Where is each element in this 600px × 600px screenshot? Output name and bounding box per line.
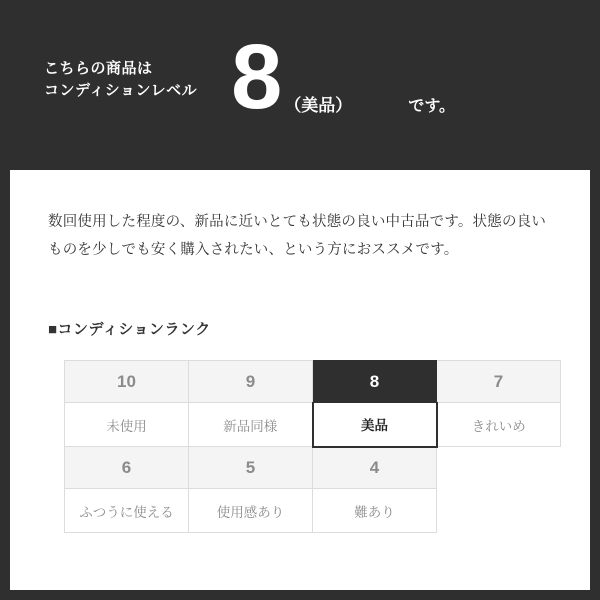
content-card: [10, 170, 590, 590]
header-suffix: です。: [408, 98, 456, 115]
rank-label-cell: 使用感あり: [189, 489, 313, 533]
rank-number-cell: 7: [437, 361, 561, 403]
level-label: （美品）: [284, 96, 353, 115]
rank-number-cell: 5: [189, 447, 313, 489]
header-lead-line1: こちらの商品は: [44, 59, 153, 77]
rank-number-cell: 4: [313, 447, 437, 489]
table-row: [65, 361, 561, 403]
rank-label-cell: 新品同様: [189, 403, 313, 447]
description-text: 数回使用した程度の、新品に近いとても状態の良い中古品です。状態の良いものを少しでも安く購入されたい、という方におススメです。: [48, 214, 547, 259]
rank-label-cell: 未使用: [65, 403, 189, 447]
header-lead-text: [44, 58, 197, 103]
rank-label-cell-active: 美品: [313, 403, 437, 447]
condition-rank-table: [64, 360, 561, 533]
rank-label-cell: 難あり: [313, 489, 437, 533]
rank-number-cell: 9: [189, 361, 313, 403]
rank-label-cell: ふつうに使える: [65, 489, 189, 533]
rank-label-cell: きれいめ: [437, 403, 561, 447]
rank-number-cell: 6: [65, 447, 189, 489]
rank-empty-cell: [437, 489, 561, 533]
header-band: [0, 0, 600, 160]
header-lead-line2: コンディションレベル: [44, 82, 198, 99]
rank-number-cell: 10: [65, 361, 189, 403]
table-row: [65, 403, 561, 447]
level-number: 8: [231, 26, 281, 128]
table-row: [65, 489, 561, 533]
table-row: [65, 447, 561, 489]
rank-number-cell-active: 8: [313, 361, 437, 403]
rank-empty-cell: [437, 447, 561, 489]
section-title: ■コンディションランク: [48, 321, 211, 338]
